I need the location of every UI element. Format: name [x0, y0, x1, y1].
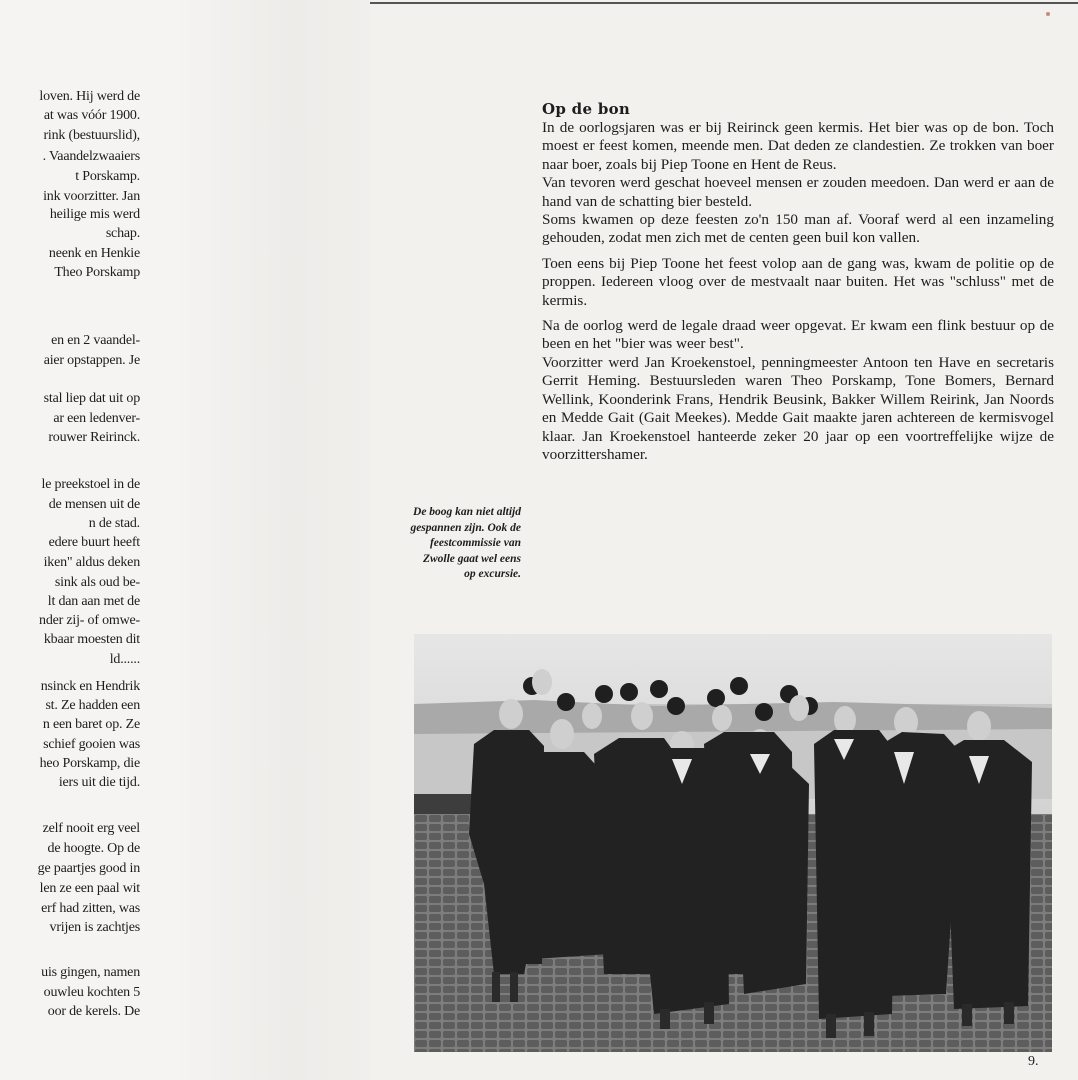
left-text-line: iers uit die tijd. — [58, 775, 140, 790]
left-text-line: n de stad. — [88, 516, 140, 531]
left-text-line: en en 2 vaandel- — [51, 333, 140, 348]
left-text-line: heo Porskamp, die — [39, 756, 140, 771]
left-text-line: ld...... — [109, 652, 140, 667]
left-text-line: sink als oud be- — [54, 575, 140, 590]
left-text-line: de mensen uit de — [48, 497, 140, 512]
left-text-line: ink voorzitter. Jan — [43, 189, 140, 204]
article-paragraph: Voorzitter werd Jan Kroekenstoel, penningmeester Antoon ten Have en secretaris Gerrit Heming. Bestuursleden waren Theo Porskamp, Tone Bomers, Bernard Wellink, Koonderink Frans, Hendrik Beusink, Bakker Willem Reirink, Jan Noords en Medde Gait (Gait Meekes). Medde Gait maakte jaren achtereen de kermisvogel klaar. Jan Kroekenstoel hanteerde zeker 20 jaar op een voortreffelijke wijze de voorzittershamer. — [542, 353, 1054, 463]
page-gutter — [170, 0, 370, 1080]
left-text-line: aier opstappen. Je — [43, 353, 140, 368]
article-paragraph: Na de oorlog werd de legale draad weer opgevat. Er kwam een flink bestuur op de been en het "bier was weer best". — [542, 317, 1054, 353]
left-text-line: uis gingen, namen — [41, 965, 140, 980]
left-text-line: at was vóór 1900. — [43, 108, 140, 123]
left-text-line: rink (bestuurslid), — [43, 128, 140, 143]
article-column — [542, 99, 1054, 471]
left-text-line: zelf nooit erg veel — [42, 821, 140, 836]
article-paragraph: Soms kwamen op deze feesten zo'n 150 man af. Vooraf werd al een inzameling gehouden, zodat men zich met de centen geen buil kon vallen. — [542, 211, 1054, 247]
left-text-line: vrijen is zachtjes — [49, 920, 140, 935]
left-text-line: de hoogte. Op de — [47, 841, 140, 856]
left-text-line: nsinck en Hendrik — [40, 679, 140, 694]
article-paragraph: Van tevoren werd geschat hoeveel mensen er zouden meedoen. Dan werd er aan de hand van de schatting bier besteld. — [542, 174, 1054, 210]
left-text-line: st. Ze hadden een — [45, 698, 140, 713]
left-text-line: lt dan aan met de — [47, 594, 140, 609]
left-text-line: . Vaandelzwaaiers — [42, 149, 140, 164]
article-paragraph: Toen eens bij Piep Toone het feest volop aan de gang was, kwam de politie op de proppen. Iedereen vloog over de mestvaalt naar buiten. Het was "schluss" met de kermis. — [542, 254, 1054, 309]
left-text-line: Theo Porskamp — [54, 265, 140, 280]
left-text-line: oor de kerels. De — [47, 1004, 140, 1019]
left-text-line: kbaar moesten dit — [43, 632, 140, 647]
left-text-line: edere buurt heeft — [48, 535, 140, 550]
left-text-line: schap. — [105, 226, 140, 241]
left-text-line: nder zij- of omwe- — [39, 613, 140, 628]
left-text-line: erf had zitten, was — [41, 901, 140, 916]
left-text-line: ge paartjes good in — [37, 861, 140, 876]
left-text-line: schief gooien was — [43, 737, 140, 752]
left-text-line: neenk en Henkie — [48, 246, 140, 261]
left-text-line: ouwleu kochten 5 — [43, 985, 140, 1000]
group-photograph — [414, 634, 1052, 1052]
left-text-line: le preekstoel in de — [41, 477, 140, 492]
page-number: 9. — [1028, 1054, 1039, 1069]
left-text-line: iken" aldus deken — [43, 555, 140, 570]
article-paragraph: In de oorlogsjaren was er bij Reirinck geen kermis. Het bier was op de bon. Toch moest er feest komen, meende men. Dat deden ze clandestien. Ze trokken van boer naar boer, zoals bij Piep Toone en Hent de Reus. — [542, 119, 1054, 173]
left-text-line: ar een ledenver- — [53, 411, 140, 426]
photo-caption: De boog kan niet altijd gespannen zijn. Ook de feestcommissie van Zwolle gaat wel eens op excursie. — [410, 506, 521, 580]
print-speck — [1046, 12, 1050, 16]
left-text-line: len ze een paal wit — [39, 881, 140, 896]
left-text-line: n een baret op. Ze — [42, 717, 140, 732]
left-text-line: stal liep dat uit op — [43, 391, 140, 406]
left-text-line: t Porskamp. — [75, 169, 140, 184]
article-heading: Op de bon — [542, 100, 631, 118]
left-text-line: heilige mis werd — [49, 207, 140, 222]
left-text-line: loven. Hij werd de — [39, 89, 140, 104]
left-text-line: rouwer Reirinck. — [48, 430, 140, 445]
